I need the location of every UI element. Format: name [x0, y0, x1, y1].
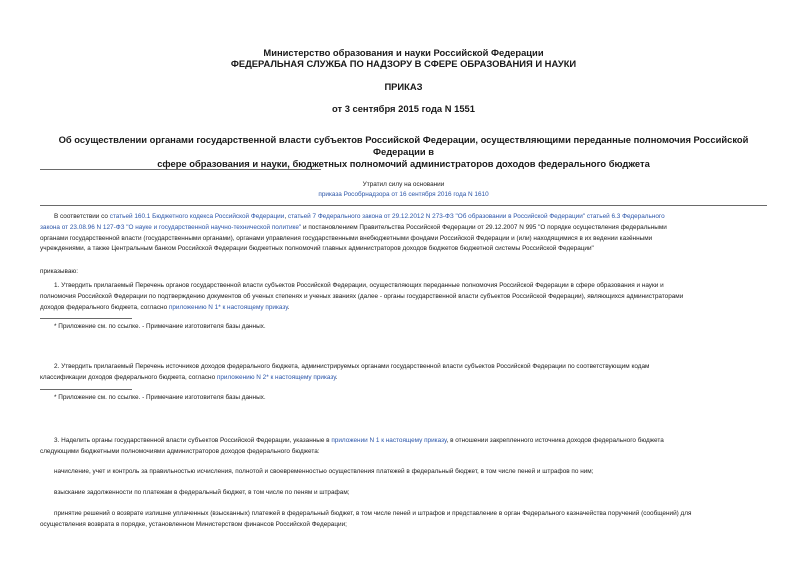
preamble-text-2: и постановлением Правительства Российской Федерации от 29.12.2007 N 995 "О порядке осуществления федеральными — [301, 223, 667, 231]
preamble-line-2 — [40, 223, 767, 234]
item-2-paragraph — [40, 362, 767, 384]
appendix-1-ref-link[interactable]: приложении N 1 к настоящему приказу — [331, 437, 447, 444]
preamble-sep: , — [284, 213, 288, 220]
item-2-text: классификации доходов федерального бюджета, согласно — [40, 373, 217, 381]
item-1-dot: . — [287, 303, 290, 311]
item-2-line-1: 2. Утвердить прилагаемый Перечень источников доходов федерального бюджета, администрируемых органами государственной власти субъектов Российской Федерации по соответствующим кодам — [54, 363, 650, 370]
subitem-refund-line-1: принятие решений о возврате излишне уплаченных (взысканных) платежей в федеральный бюджет, в том числе пеней и штрафов и представление в орган Федерального казначейства поручений (сообщений) для — [54, 510, 692, 517]
ministry-name: Министерство образования и науки Российской Федерации — [263, 47, 544, 58]
item-3-line-1 — [40, 436, 767, 447]
preamble-paragraph — [40, 212, 767, 255]
item-1-line-2: полномочия Российской Федерации по подтверждению документов об ученых степенях и ученых званиях (далее - органы государственной власти субъектов Российской Федерации), являющихся администраторами — [40, 292, 684, 300]
item-3-paragraph — [40, 436, 767, 458]
subitem-refund — [40, 509, 767, 531]
document-title — [40, 134, 767, 170]
footnote-1-divider — [40, 318, 132, 319]
title-line-1: Об осуществлении органами государственной власти субъектов Российской Федерации, осуществляющими переданные полномочия Российской Федерации в — [58, 134, 749, 157]
footnote-1: * Приложение см. по ссылке. - Примечание изготовителя базы данных. — [54, 323, 266, 330]
item-3-text-2: , в отношении закрепленного источника доходов федерального бюджета — [446, 437, 664, 444]
status-note — [200, 180, 607, 200]
repeal-order-link[interactable]: приказа Рособрнадзора от 16 сентября 2016 года N 1610 — [318, 191, 489, 198]
item-1-text: доходов федерального бюджета, согласно — [40, 303, 169, 311]
status-text: Утратил силу на основании — [362, 181, 445, 188]
education-law-link[interactable]: статьей 7 Федерального закона от 29.12.2012 N 273-ФЗ "Об образовании в Российской Федерации" — [287, 213, 586, 220]
item-3-line-2: следующими бюджетными полномочиями администраторов доходов федерального бюджета: — [40, 447, 320, 455]
item-1-line-1: 1. Утвердить прилагаемый Перечень органов государственной власти субъектов Российской Федерации, осуществляющих переданные полномочия Российской Федерации в сфере образования и науки и — [54, 282, 664, 289]
service-name: ФЕДЕРАЛЬНАЯ СЛУЖБА ПО НАДЗОРУ В СФЕРЕ ОБРАЗОВАНИЯ И НАУКИ — [230, 58, 577, 69]
preamble-line-3: органами государственной власти (государственными органами), органами управления государственными внебюджетными фондами Российской Федерации и (или) находящимися в их ведении казёнными — [40, 234, 653, 242]
preamble-text: В соответствии со — [54, 213, 110, 220]
science-law-link-part2[interactable]: закона от 23.08.96 N 127-ФЗ "О науке и государственной научно-технической политике" — [40, 223, 302, 231]
title-divider — [40, 169, 321, 170]
subitem-accrual: начисление, учет и контроль за правильностью исчисления, полнотой и своевременностью осуществления платежей в федеральный бюджет, в том числе пеней и штрафов по ним; — [54, 468, 594, 475]
science-law-link-part1[interactable]: статьей 6.3 Федерального — [586, 213, 665, 220]
document-date: от 3 сентября 2015 года N 1551 — [332, 103, 475, 114]
preamble-line-1 — [40, 212, 767, 223]
item-2-line-2 — [40, 373, 767, 384]
subitem-collection: взыскание задолженности по платежам в федеральный бюджет, в том числе по пеням и штрафам; — [54, 489, 350, 496]
preamble-line-4: учреждениями, а также Центральным банком Российской Федерации бюджетных полномочий главных администраторов доходов бюджетов бюджетной системы Российской Федерации" — [40, 245, 594, 253]
status-divider — [40, 205, 767, 206]
title-line-2: сфере образования и науки, бюджетных полномочий администраторов доходов федерального бюджета — [157, 158, 650, 169]
item-1-line-3 — [40, 303, 767, 314]
footnote-2-divider — [40, 389, 132, 390]
document-type: ПРИКАЗ — [384, 81, 423, 92]
footnote-2: * Приложение см. по ссылке. - Примечание изготовителя базы данных. — [54, 394, 266, 401]
appendix-1-link[interactable]: приложению N 1* к настоящему приказу — [168, 303, 288, 311]
subitem-refund-line-2: осуществления возврата в порядке, установленном Министерством финансов Российской Федерации; — [40, 520, 347, 528]
appendix-2-link[interactable]: приложению N 2* к настоящему приказу — [216, 373, 336, 381]
item-3-text: 3. Наделить органы государственной власти субъектов Российской Федерации, указанные в — [54, 437, 332, 444]
budget-code-link[interactable]: статьей 160.1 Бюджетного кодекса Российской Федерации — [109, 213, 285, 220]
item-2-dot: . — [335, 373, 338, 381]
item-1-paragraph — [40, 281, 767, 313]
order-word: приказываю: — [40, 268, 78, 275]
